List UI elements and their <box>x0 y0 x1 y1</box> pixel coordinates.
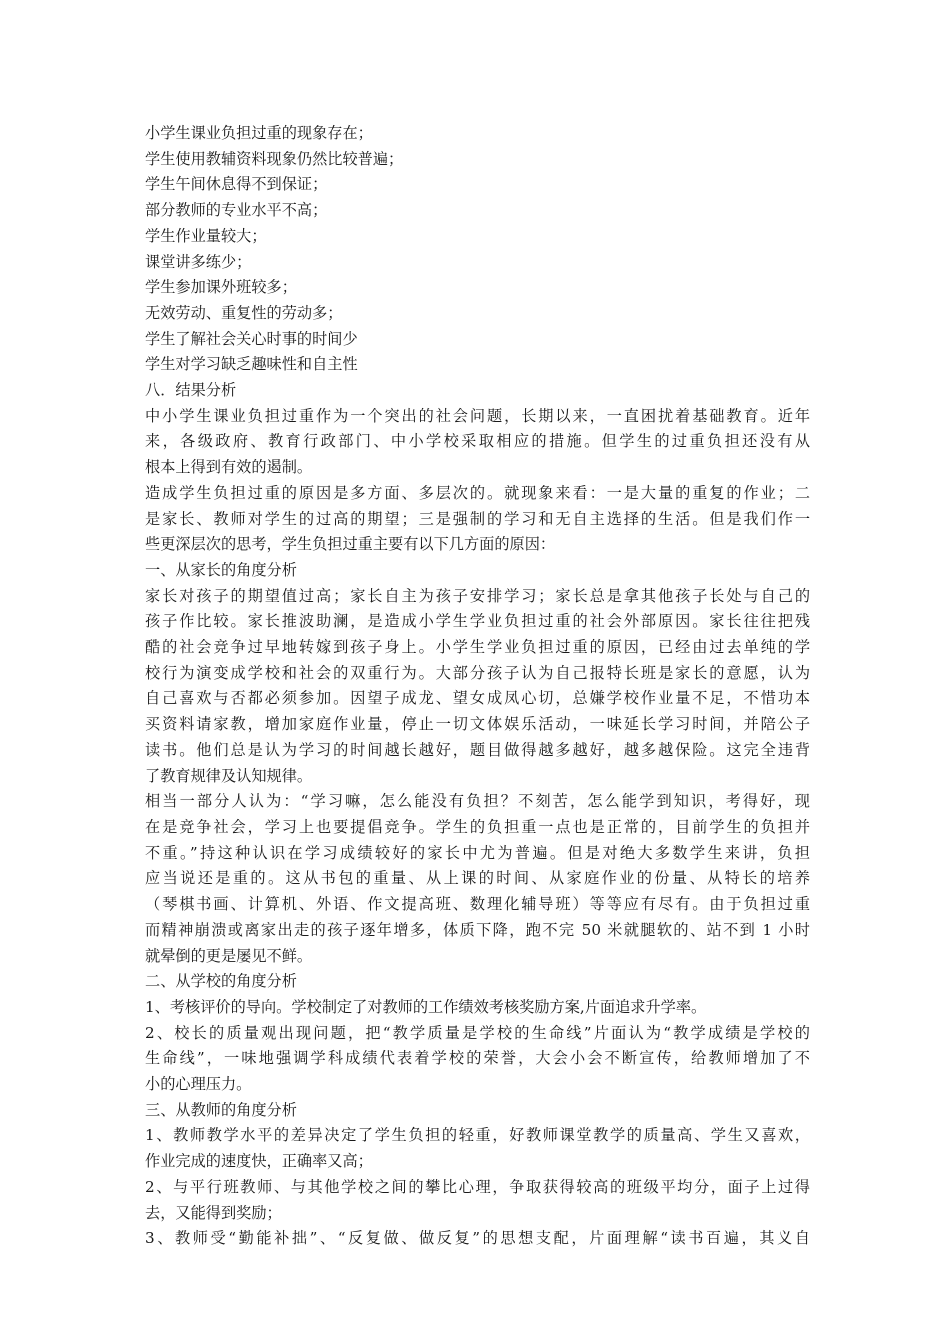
text-line: 1、教师教学水平的差异决定了学生负担的轻重，好教师课堂教学的质量高、学生又喜欢， <box>145 1126 810 1145</box>
text-line: 了教育规律及认知规律。 <box>145 766 313 785</box>
text-line: 1、考核评价的导向。学校制定了对教师的工作绩效考核奖励方案,片面追求升学率。 <box>145 997 707 1016</box>
issue-list <box>145 121 810 378</box>
paragraph-teachers-1 <box>145 1123 810 1174</box>
list-item: 学生作业量较大； <box>145 226 267 245</box>
text-line: 自己喜欢与否都必须参加。因望子成龙、望女成凤心切，总嫌学校作业量不足，不惜功本 <box>145 689 810 708</box>
paragraph-parents-1 <box>145 584 810 790</box>
text-line: 根本上得到有效的遏制。 <box>145 458 313 477</box>
list-item: 课堂讲多练少； <box>145 252 252 271</box>
list-item: 学生了解社会关心时事的时间少 <box>145 329 358 348</box>
paragraph-school-1 <box>145 995 810 1021</box>
text-line: 而精神崩溃或离家出走的孩子逐年增多，体质下降，跑不完 50 米就腿软的、站不到 1 小时 <box>145 920 810 939</box>
text-line: 就晕倒的更是屡见不鲜。 <box>145 946 313 965</box>
paragraph-teachers-2 <box>145 1175 810 1226</box>
list-item: 学生使用教辅资料现象仍然比较普遍； <box>145 149 404 168</box>
list-item: 学生参加课外班较多； <box>145 278 297 297</box>
text-line: 来，各级政府、教育行政部门、中小学校采取相应的措施。但学生的过重负担还没有从 <box>145 432 810 451</box>
text-line: 读书。他们总是认为学习的时间越长越好，题目做得越多越好，越多越保险。这完全违背 <box>145 740 810 759</box>
paragraph-teachers-3 <box>145 1226 810 1252</box>
text-line: 中小学生课业负担过重作为一个突出的社会问题，长期以来，一直困扰着基础教育。近年 <box>145 406 810 425</box>
paragraph-results-2 <box>145 481 810 558</box>
section-heading-school: 二、从学校的角度分析 <box>145 972 297 991</box>
text-line: 孩子作比较。家长推波助澜，是造成小学生学业负担过重的社会外部原因。家长往往把残 <box>145 612 810 631</box>
list-item: 部分教师的专业水平不高； <box>145 201 328 220</box>
paragraph-parents-2 <box>145 789 810 969</box>
text-line: 家长对孩子的期望值过高；家长自主为孩子安排学习；家长总是拿其他孩子长处与自己的 <box>145 586 810 605</box>
text-line: 不重。”持这种认识在学习成绩较好的家长中尤为普遍。但是对绝大多数学生来讲，负担 <box>145 843 810 862</box>
text-line: （琴棋书画、计算机、外语、作文提高班、数理化辅导班）等等应有尽有。由于负担过重 <box>145 895 810 914</box>
section-heading-results: 八．结果分析 <box>145 381 237 400</box>
document-page <box>145 121 810 1252</box>
text-line: 2、与平行班教师、与其他学校之间的攀比心理，争取获得较高的班级平均分，面子上过得 <box>145 1177 810 1196</box>
text-line: 作业完成的速度快，正确率又高； <box>145 1152 373 1171</box>
text-line: 2、校长的质量观出现问题，把“教学质量是学校的生命线”片面认为“教学成绩是学校的 <box>145 1023 810 1042</box>
text-line: 造成学生负担过重的原因是多方面、多层次的。就现象来看：一是大量的重复的作业；二 <box>145 483 810 502</box>
text-line: 3、教师受“勤能补拙”、“反复做、做反复”的思想支配，片面理解“读书百遍，其义自 <box>145 1229 810 1248</box>
text-line: 在是竞争社会，学习上也要提倡竞争。学生的负担重一点也是正常的，目前学生的负担并 <box>145 817 810 836</box>
text-line: 校行为演变成学校和社会的双重行为。大部分孩子认为自己报特长班是家长的意愿，认为 <box>145 663 810 682</box>
text-line: 酷的社会竞争过早地转嫁到孩子身上。小学生学业负担过重的原因，已经由过去单纯的学 <box>145 638 810 657</box>
text-line: 是家长、教师对学生的过高的期望；三是强制的学习和无自主选择的生活。但是我们作一 <box>145 509 810 528</box>
text-line: 生命线”，一味地强调学科成绩代表着学校的荣誉，大会小会不断宣传，给教师增加了不 <box>145 1049 810 1068</box>
text-line: 买资料请家教，增加家庭作业量，停止一切文体娱乐活动，一味延长学习时间，并陪公子 <box>145 715 810 734</box>
list-item: 学生午间休息得不到保证； <box>145 175 328 194</box>
list-item: 小学生课业负担过重的现象存在； <box>145 124 373 142</box>
list-item: 无效劳动、重复性的劳动多； <box>145 303 343 322</box>
text-line: 小的心理压力。 <box>145 1075 252 1094</box>
section-heading-teachers: 三、从教师的角度分析 <box>145 1100 297 1119</box>
section-heading-parents: 一、从家长的角度分析 <box>145 560 297 579</box>
text-line: 些更深层次的思考，学生负担过重主要有以下几方面的原因： <box>145 535 556 554</box>
paragraph-results-1 <box>145 404 810 481</box>
paragraph-school-2 <box>145 1021 810 1098</box>
text-line: 去，又能得到奖励； <box>145 1203 282 1222</box>
text-line: 应当说还是重的。这从书包的重量、从上课的时间、从家庭作业的份量、从特长的培养 <box>145 869 810 888</box>
list-item: 学生对学习缺乏趣味性和自主性 <box>145 355 358 374</box>
text-line: 相当一部分人认为：“学习嘛，怎么能没有负担？不刻苦，怎么能学到知识，考得好，现 <box>145 792 810 811</box>
